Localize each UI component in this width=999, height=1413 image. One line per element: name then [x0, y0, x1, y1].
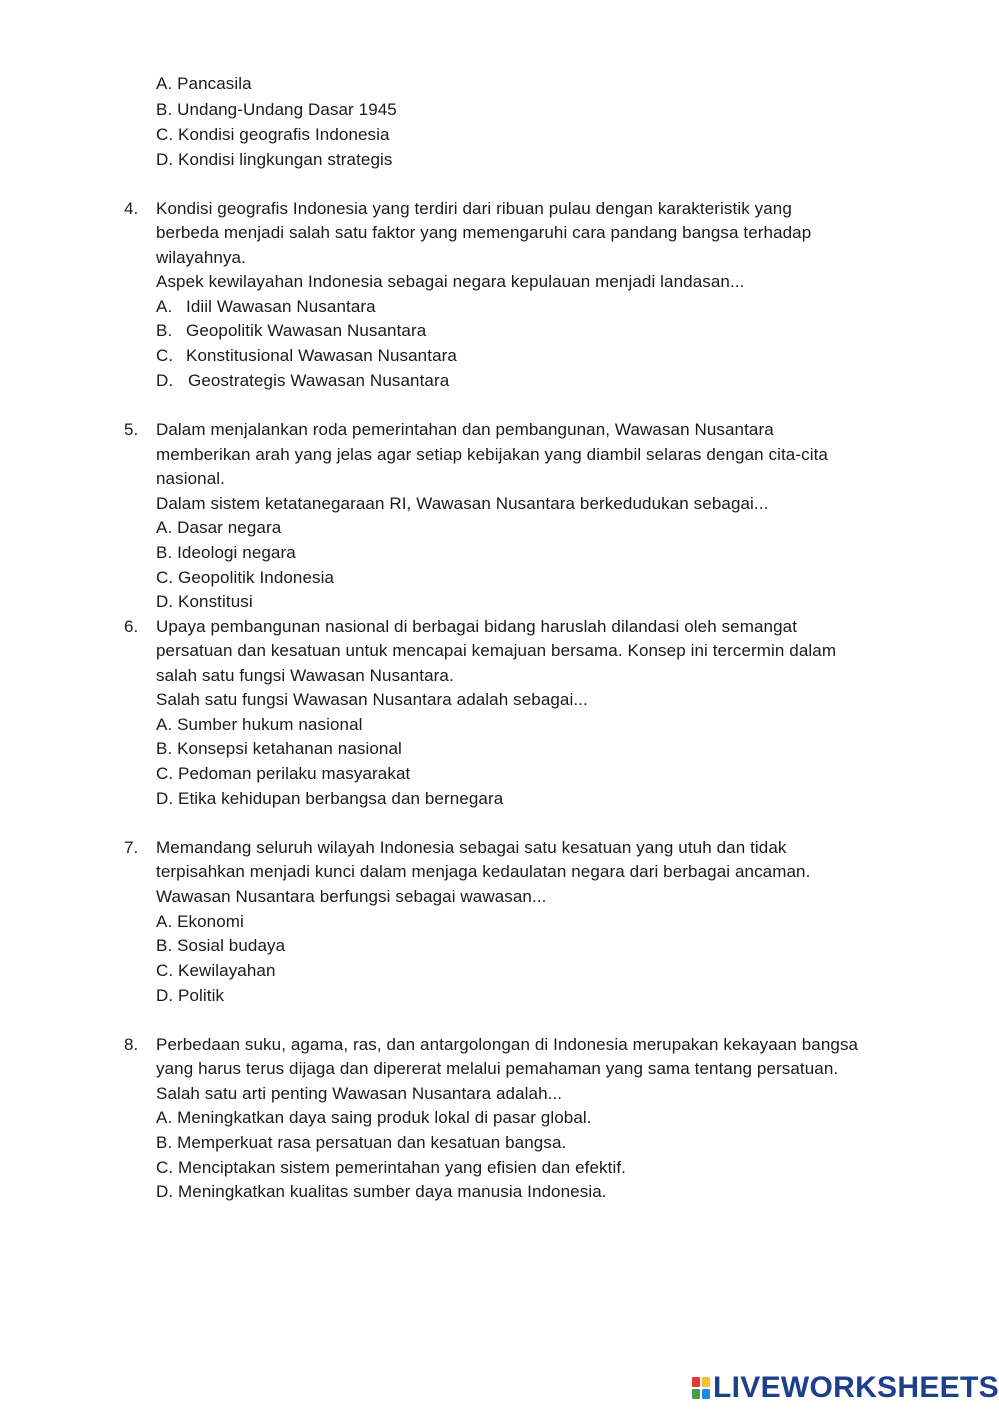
- question-number: 6.: [124, 617, 139, 636]
- q7-option-b: B. Sosial budaya: [156, 936, 286, 955]
- q4-option-b: [156, 319, 426, 343]
- question-text-line: terpisahkan menjadi kunci dalam menjaga kedaulatan negara dari berbagai ancaman.: [156, 862, 811, 881]
- liveworksheets-mark-icon: [692, 1377, 710, 1399]
- q8-option-d: D. Meningkatkan kualitas sumber daya manusia Indonesia.: [156, 1182, 607, 1201]
- question-text-line: yang harus terus dijaga dan dipererat melalui pemahaman yang sama tentang persatuan.: [156, 1059, 839, 1078]
- question-text-line: Dalam menjalankan roda pemerintahan dan pembangunan, Wawasan Nusantara: [156, 420, 774, 439]
- question-number: 5.: [124, 420, 139, 439]
- mark-square: [702, 1389, 710, 1399]
- question-text-line: Upaya pembangunan nasional di berbagai bidang haruslah dilandasi oleh semangat: [156, 617, 798, 636]
- q3-option-b: B. Undang-Undang Dasar 1945: [156, 100, 397, 119]
- q4-option-d: [156, 369, 449, 393]
- q3-option-a: A. Pancasila: [156, 74, 252, 93]
- option-text: Geostrategis Wawasan Nusantara: [188, 371, 450, 390]
- q6-option-b: B. Konsepsi ketahanan nasional: [156, 739, 402, 758]
- option-text: Geopolitik Wawasan Nusantara: [186, 321, 427, 340]
- q6-option-d: D. Etika kehidupan berbangsa dan bernegara: [156, 789, 504, 808]
- question-text-line: Kondisi geografis Indonesia yang terdiri dari ribuan pulau dengan karakteristik yang: [156, 199, 792, 218]
- question-prompt: Aspek kewilayahan Indonesia sebagai negara kepulauan menjadi landasan...: [156, 272, 745, 291]
- question-text-line: salah satu fungsi Wawasan Nusantara.: [156, 666, 454, 685]
- question-text-line: nasional.: [156, 469, 225, 488]
- mark-square: [692, 1377, 700, 1387]
- option-text: Idiil Wawasan Nusantara: [186, 297, 376, 316]
- liveworksheets-logo: [692, 1373, 999, 1403]
- question-text-line: Memandang seluruh wilayah Indonesia sebagai satu kesatuan yang utuh dan tidak: [156, 838, 787, 857]
- option-text: Konstitusional Wawasan Nusantara: [186, 346, 457, 365]
- q3-option-d: D. Kondisi lingkungan strategis: [156, 150, 393, 169]
- q6-option-c: C. Pedoman perilaku masyarakat: [156, 764, 411, 783]
- question-text-line: wilayahnya.: [156, 248, 246, 267]
- option-letter: A.: [156, 297, 173, 316]
- q5-option-c: C. Geopolitik Indonesia: [156, 568, 335, 587]
- question-prompt: Dalam sistem ketatanegaraan RI, Wawasan Nusantara berkedudukan sebagai...: [156, 494, 769, 513]
- option-letter: C.: [156, 346, 174, 365]
- q8-option-c: C. Menciptakan sistem pemerintahan yang efisien dan efektif.: [156, 1158, 626, 1177]
- q8-option-b: B. Memperkuat rasa persatuan dan kesatuan bangsa.: [156, 1133, 567, 1152]
- q4-option-a: [156, 295, 376, 319]
- question-text-line: berbeda menjadi salah satu faktor yang memengaruhi cara pandang bangsa terhadap: [156, 223, 812, 242]
- q8-option-a: A. Meningkatkan daya saing produk lokal di pasar global.: [156, 1108, 592, 1127]
- option-letter: D.: [156, 371, 174, 390]
- mark-square: [702, 1377, 710, 1387]
- question-text-line: Perbedaan suku, agama, ras, dan antargolongan di Indonesia merupakan kekayaan bangsa: [156, 1035, 859, 1054]
- question-prompt: Wawasan Nusantara berfungsi sebagai wawasan...: [156, 887, 547, 906]
- logo-wordmark: LIVEWORKSHEETS: [713, 1371, 999, 1404]
- q5-option-d: D. Konstitusi: [156, 592, 253, 611]
- q5-option-a: A. Dasar negara: [156, 518, 282, 537]
- question-prompt: Salah satu fungsi Wawasan Nusantara adalah sebagai...: [156, 690, 588, 709]
- question-number: 7.: [124, 838, 139, 857]
- option-letter: B.: [156, 321, 173, 340]
- q3-option-c: C. Kondisi geografis Indonesia: [156, 125, 390, 144]
- q4-option-c: [156, 344, 457, 368]
- q7-option-c: C. Kewilayahan: [156, 961, 276, 980]
- question-number: 4.: [124, 199, 139, 218]
- question-number: 8.: [124, 1035, 139, 1054]
- q5-option-b: B. Ideologi negara: [156, 543, 296, 562]
- question-text-line: memberikan arah yang jelas agar setiap kebijakan yang diambil selaras dengan cita-cita: [156, 445, 828, 464]
- q7-option-a: A. Ekonomi: [156, 912, 244, 931]
- q7-option-d: D. Politik: [156, 986, 225, 1005]
- mark-square: [692, 1389, 700, 1399]
- question-text-line: persatuan dan kesatuan untuk mencapai kemajuan bersama. Konsep ini tercermin dalam: [156, 641, 837, 660]
- q6-option-a: A. Sumber hukum nasional: [156, 715, 363, 734]
- question-prompt: Salah satu arti penting Wawasan Nusantara adalah...: [156, 1084, 563, 1103]
